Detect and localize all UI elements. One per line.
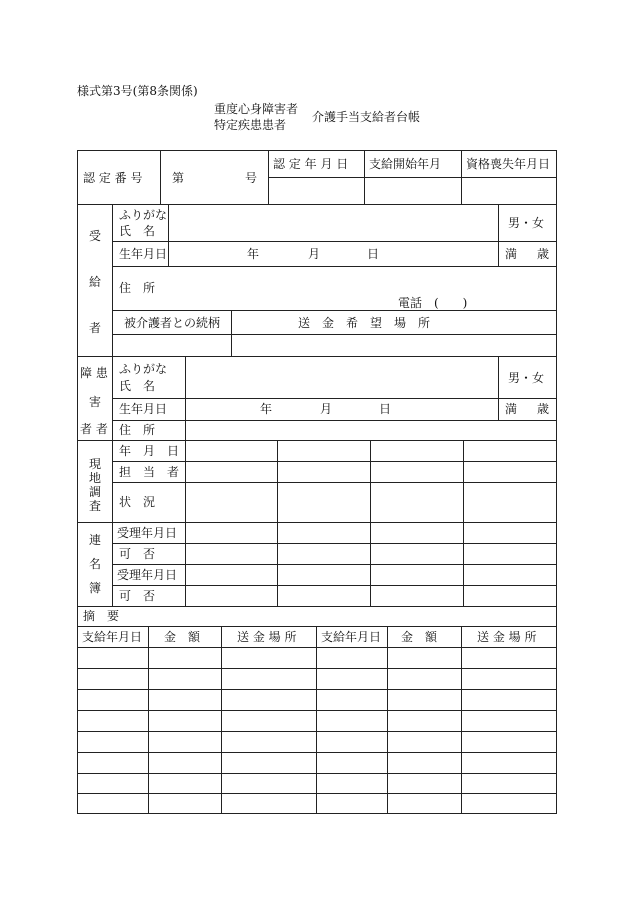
category-line-1: 重度心身障害者 (214, 102, 299, 116)
survey-section-label-4: 査 (89, 499, 102, 513)
register-receipt-date-label-1: 受理年月日 (117, 526, 178, 540)
patient-section-label-3: 者 者 (80, 422, 108, 436)
payment-header-date-2: 支給年月日 (321, 630, 382, 644)
register-section-label-3: 簿 (89, 581, 102, 595)
patient-birth-year: 年 (260, 402, 273, 416)
patient-address-label: 住 所 (119, 423, 156, 437)
register-section-label-1: 連 (89, 533, 102, 547)
patient-sex-options: 男・女 (508, 371, 545, 385)
patient-birth-day: 日 (379, 402, 392, 416)
patient-birth-label: 生年月日 (119, 402, 168, 416)
recipient-section-label-1: 受 (89, 229, 102, 243)
recipient-address-label: 住 所 (119, 281, 156, 295)
remittance-place-label: 送 金 希 望 場 所 (298, 316, 431, 330)
recipient-age-suffix: 歳 (537, 247, 550, 261)
register-receipt-date-label-2: 受理年月日 (117, 568, 178, 582)
cert-number-prefix: 第 (172, 171, 185, 185)
register-approval-label-2: 可 否 (119, 589, 156, 603)
survey-section-label-2: 地 (89, 471, 102, 485)
qualification-loss-label: 資格喪失年月日 (466, 157, 551, 171)
cert-number-label: 認 定 番 号 (83, 171, 143, 185)
payment-header-place-2: 送 金 場 所 (477, 630, 537, 644)
survey-date-label: 年 月 日 (119, 444, 180, 458)
recipient-birth-month: 月 (308, 247, 321, 261)
survey-section-label-3: 調 (89, 485, 102, 499)
patient-section-label-2: 害 (89, 395, 102, 409)
relationship-label: 被介護者との続柄 (124, 316, 221, 330)
recipient-phone-label: 電話 ( ) (398, 296, 468, 310)
payment-header-date-1: 支給年月日 (82, 630, 143, 644)
cert-number-suffix: 号 (245, 171, 258, 185)
patient-age-prefix: 満 (505, 402, 518, 416)
patient-name-label: 氏 名 (119, 379, 156, 393)
recipient-sex-options: 男・女 (508, 216, 545, 230)
payment-start-label: 支給開始年月 (369, 157, 442, 171)
patient-birth-month: 月 (320, 402, 333, 416)
survey-status-label: 状 況 (119, 495, 156, 509)
payment-header-amount-1: 金 額 (164, 630, 201, 644)
recipient-section-label-2: 給 (89, 275, 102, 289)
recipient-furigana-label: ふりがな (119, 208, 168, 222)
category-line-2: 特定疾患患者 (214, 118, 287, 132)
survey-section-label-1: 現 (89, 457, 102, 471)
summary-label: 摘 要 (83, 609, 120, 623)
recipient-name-label: 氏 名 (119, 224, 156, 238)
patient-furigana-label: ふりがな (119, 362, 168, 376)
patient-age-suffix: 歳 (537, 402, 550, 416)
recipient-birth-day: 日 (367, 247, 380, 261)
cert-date-label: 認 定 年 月 日 (273, 157, 349, 171)
recipient-section-label-3: 者 (89, 321, 102, 335)
register-approval-label-1: 可 否 (119, 547, 156, 561)
form-title: 介護手当支給者台帳 (312, 110, 421, 124)
form-number: 様式第3号(第8条関係) (77, 84, 198, 98)
recipient-birth-label: 生年月日 (119, 247, 168, 261)
payment-header-amount-2: 金 額 (401, 630, 438, 644)
patient-section-label-1: 障 患 (80, 366, 108, 380)
survey-staff-label: 担 当 者 (119, 465, 180, 479)
register-section-label-2: 名 (89, 557, 102, 571)
recipient-birth-year: 年 (247, 247, 260, 261)
payment-header-place-1: 送 金 場 所 (237, 630, 297, 644)
recipient-age-prefix: 満 (505, 247, 518, 261)
